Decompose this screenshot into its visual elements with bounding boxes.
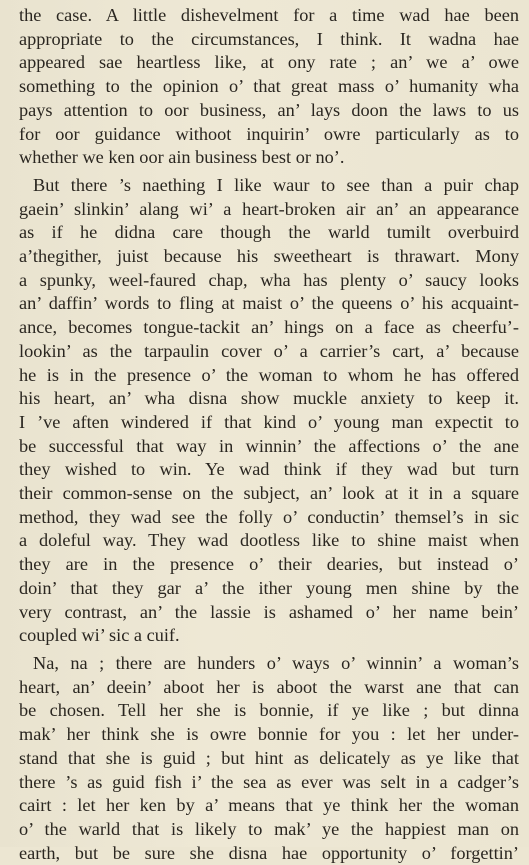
text-line: method, they wad see the folly o’ conductin’ themsel’s in sic bbox=[19, 506, 519, 527]
text-line: as if he didna care though the warld tumilt overbuird bbox=[19, 222, 519, 243]
paragraph bbox=[19, 652, 519, 865]
text-line: lookin’ as the tarpaulin cover o’ a carrier’s cart, a’ because bbox=[19, 340, 519, 361]
paragraph bbox=[19, 4, 519, 170]
text-line: there ’s as guid fish i’ the sea as ever was selt in a cadger’s bbox=[19, 771, 519, 792]
text-line: a doleful way. They wad dootless like to shine maist when bbox=[19, 530, 519, 551]
text-line: something to the opinion o’ that great mass o’ humanity wha bbox=[19, 76, 519, 97]
text-line: I ’ve aften windered if that kind o’ young man expectit to bbox=[19, 411, 519, 432]
text-line: be chosen. Tell her she is bonnie, if ye like ; but dinna bbox=[19, 700, 519, 721]
text-line: the case. A little dishevelment for a time wad hae been bbox=[19, 5, 519, 25]
text-line: he is in the presence o’ the woman to whom he has offered bbox=[19, 364, 519, 385]
text-line: a’thegither, juist because his sweetheart is thrawart. Mony bbox=[19, 246, 519, 267]
page-text bbox=[19, 4, 519, 865]
text-line: be successful that way in winnin’ the affections o’ the ane bbox=[19, 435, 519, 456]
text-line: heart, an’ deein’ aboot her is aboot the warst ane that can bbox=[19, 676, 519, 697]
text-line: cairt : let her ken by a’ means that ye think her the woman bbox=[19, 795, 519, 816]
paragraph bbox=[19, 174, 519, 648]
text-line: mak’ her think she is owre bonnie for you : let her under- bbox=[19, 724, 519, 745]
text-line: his heart, an’ wha disna show muckle anxiety to keep it. bbox=[19, 388, 519, 409]
text-line: for oor guidance withoot inquirin’ owre particularly as to bbox=[19, 123, 519, 144]
text-line: they are in the presence o’ their dearies, but instead o’ bbox=[19, 554, 519, 575]
text-line: doin’ that they gar a’ the ither young men shine by the bbox=[19, 577, 519, 598]
text-line: stand that she is guid ; but hint as delicately as ye like that bbox=[19, 747, 519, 768]
text-line: they wished to win. Ye wad think if they wad but turn bbox=[19, 459, 519, 480]
text-line: an’ daffin’ words to fling at maist o’ the queens o’ his acquaint- bbox=[19, 293, 519, 314]
text-line: But there ’s naething I like waur to see than a puir chap bbox=[33, 174, 519, 195]
text-line: their common-sense on the subject, an’ look at it in a square bbox=[19, 483, 519, 504]
text-line: appropriate to the circumstances, I think. It wadna hae bbox=[19, 28, 519, 49]
text-line: gaein’ slinkin’ alang wi’ a heart-broken air an’ an appearance bbox=[19, 198, 519, 219]
text-line: whether we ken oor ain business best or no’. bbox=[19, 147, 345, 168]
text-line: very contrast, an’ the lassie is ashamed o’ her name bein’ bbox=[19, 601, 519, 622]
text-line: appeared sae heartless like, at ony rate ; an’ we a’ owe bbox=[19, 52, 519, 73]
text-line: o’ the warld that is likely to mak’ ye the happiest man on bbox=[19, 818, 519, 839]
text-line: ance, becomes tongue-tackit an’ hings on a face as cheerfu’- bbox=[19, 317, 519, 338]
text-line: coupled wi’ sic a cuif. bbox=[19, 625, 180, 646]
text-line: earth, but be sure she disna hae opportunity o’ forgettin’ bbox=[19, 842, 519, 863]
text-line: pays attention to oor business, an’ lays doon the laws to us bbox=[19, 99, 519, 120]
text-line: Na, na ; there are hunders o’ ways o’ winnin’ a woman’s bbox=[33, 652, 519, 673]
text-line: a spunky, weel-faured chap, wha has plenty o’ saucy looks bbox=[19, 269, 519, 290]
